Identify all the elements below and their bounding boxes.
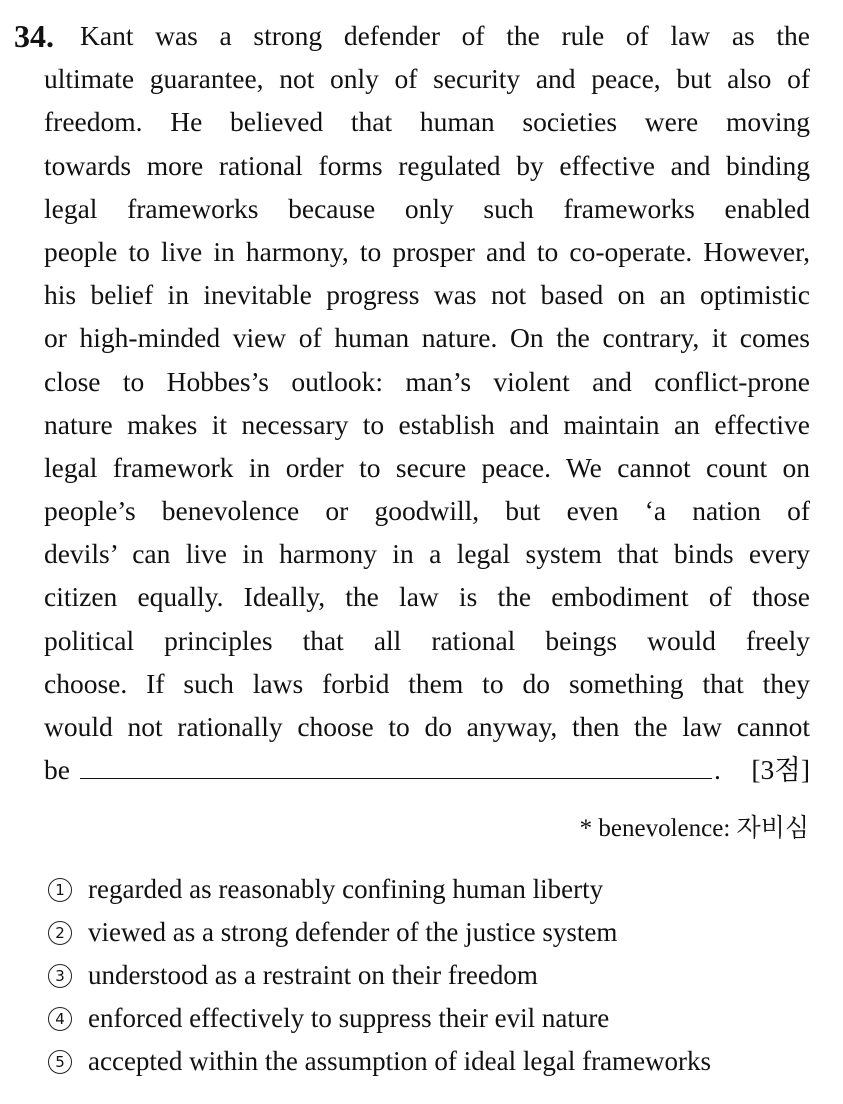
passage-line: would not rationally choose to do anyway, then the law cannot <box>44 711 810 742</box>
points-label: [3점] <box>751 754 810 786</box>
choice-text: enforced effectively to suppress their evil nature <box>88 1003 610 1033</box>
last-line-start: be <box>44 754 70 786</box>
passage-line: devils’ can live in harmony in a legal system that binds every <box>44 538 810 570</box>
passage-line: legal framework in order to secure peace. We cannot count on <box>44 451 810 483</box>
choice-text: regarded as reasonably confining human liberty <box>88 874 604 904</box>
choice-marker: 1 <box>48 878 72 902</box>
passage-line: choose. If such laws forbid them to do something that they <box>44 667 810 699</box>
passage-line: people to live in harmony, to prosper and to co-operate. However, <box>44 235 810 267</box>
passage-line: citizen equally. Ideally, the law is the embodiment of those <box>44 581 810 613</box>
last-line-end: . <box>713 754 721 786</box>
choice-text: viewed as a strong defender of the justice system <box>88 917 618 947</box>
choice-4[interactable] <box>48 997 818 1040</box>
passage-line: Kant was a strong defender of the rule of law as the <box>80 20 810 51</box>
passage <box>44 14 810 791</box>
passage-line: legal frameworks because only such frameworks enabled <box>44 192 810 224</box>
passage-line: or high-minded view of human nature. On the contrary, it comes <box>44 322 810 354</box>
answer-choices <box>48 868 818 1083</box>
choice-marker: 5 <box>48 1050 72 1074</box>
passage-line: people’s benevolence or goodwill, but even ‘a nation of <box>44 495 810 527</box>
passage-line: political principles that all rational beings would freely <box>44 624 810 656</box>
choice-text: understood as a restraint on their freedom <box>88 960 538 990</box>
passage-line: towards more rational forms regulated by effective and binding <box>44 149 810 181</box>
passage-line: ultimate guarantee, not only of security and peace, but also of <box>44 63 810 95</box>
choice-marker: 3 <box>48 964 72 988</box>
passage-line: freedom. He believed that human societies were moving <box>44 106 810 138</box>
answer-blank <box>80 758 712 779</box>
passage-last-line <box>44 748 810 791</box>
choice-marker: 2 <box>48 921 72 945</box>
choice-5[interactable] <box>48 1040 818 1083</box>
choice-marker: 4 <box>48 1007 72 1031</box>
passage-line: close to Hobbes’s outlook: man’s violent and conflict-prone <box>44 365 810 397</box>
choice-2[interactable] <box>48 911 818 954</box>
passage-line: his belief in inevitable progress was not based on an optimistic <box>44 279 810 311</box>
choice-3[interactable] <box>48 954 818 997</box>
choice-text: accepted within the assumption of ideal legal frameworks <box>88 1046 712 1076</box>
question-number: 34. <box>14 18 54 54</box>
passage-line: nature makes it necessary to establish and maintain an effective <box>44 408 810 440</box>
choice-1[interactable] <box>48 868 818 911</box>
footnote: * benevolence: 자비심 <box>579 815 809 842</box>
